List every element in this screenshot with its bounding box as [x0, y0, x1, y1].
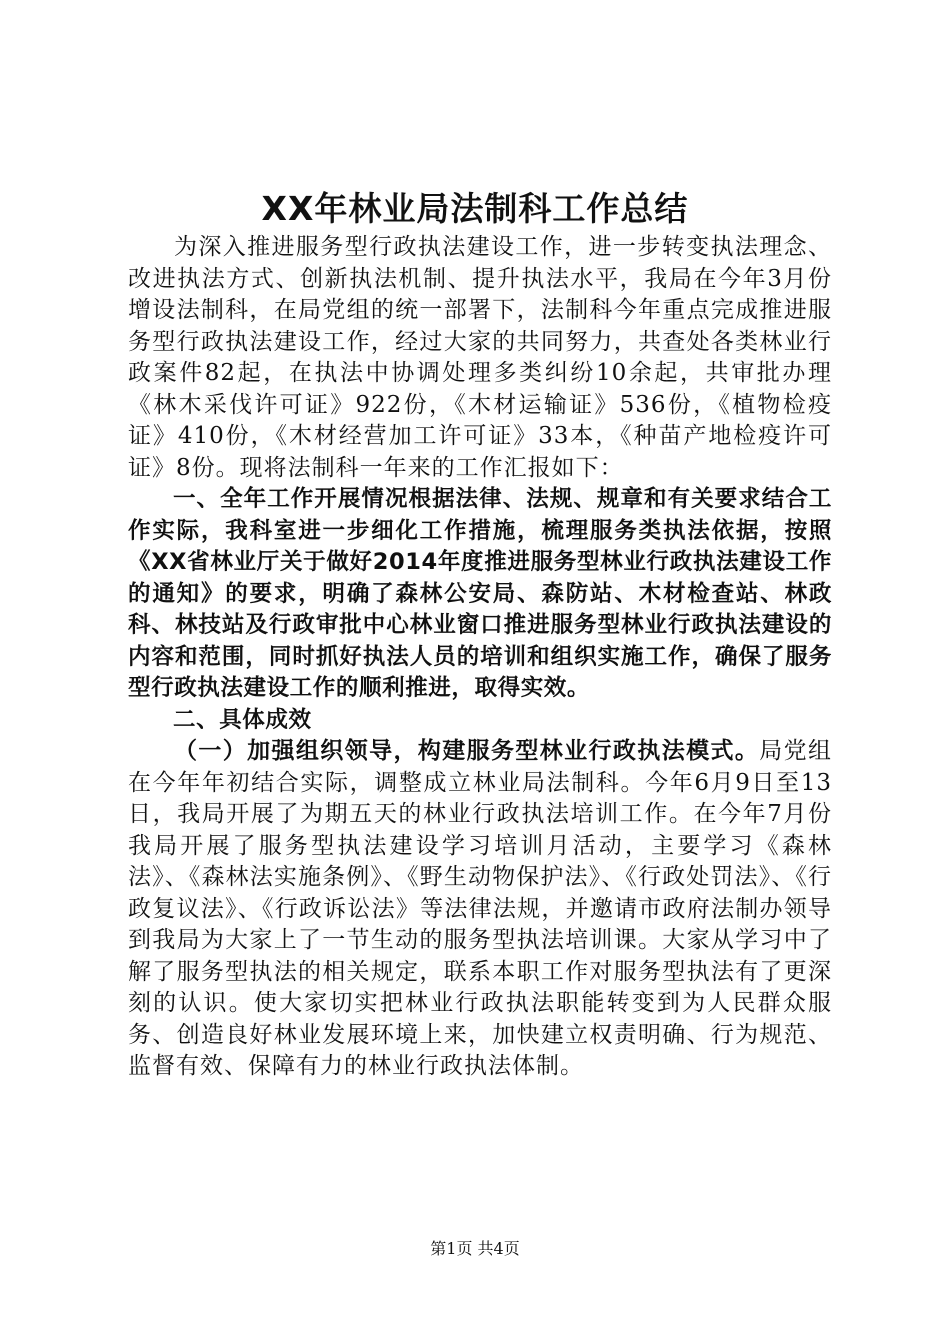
section-two-heading: 二、具体成效 — [173, 706, 312, 733]
section-one-paragraph: 一、全年工作开展情况根据法律、法规、规章和有关要求结合工作实际，我科室进一步细化工作措施，梳理服务类执法依据，按照《XX省林业厅关于做好2014年度推进服务型林业行政执法建设工作的通知》的要求，明确了森林公安局、森防站、木材检查站、林政科、林技站及行政审批中心林业窗口推进服务型林业行政执法建设的内容和范围，同时抓好执法人员的培训和组织实施工作，确保了服务型行政执法建设工作的顺利推进，取得实效。 — [128, 486, 832, 701]
page-total: 共4页 — [477, 1239, 520, 1258]
subsection-one-text: 局党组在今年年初结合实际，调整成立林业局法制科。今年6月9日至13日，我局开展了为期五天的林业行政执法培训工作。在今年7月份我局开展了服务型执法建设学习培训月活动，主要学习《森林法》、《森林法实施条例》、《野生动物保护法》、《行政处罚法》、《行政复议法》、《行政诉讼法》等法律法规，并邀请市政府法制办领导到我局为大家上了一节生动的服务型执法培训课。大家从学习中了解了服务型执法的相关规定，联系本职工作对服务型执法有了更深刻的认识。使大家切实把林业行政执法职能转变到为人民群众服务、创造良好林业发展环境上来，加快建立权责明确、行为规范、监督有效、保障有力的林业行政执法体制。 — [128, 738, 833, 1079]
page-number: 第1页 — [430, 1239, 473, 1258]
subsection-one-lead: （一）加强组织领导，构建服务型林业行政执法模式。 — [174, 738, 760, 764]
subsection-one-paragraph — [128, 736, 832, 1083]
document-body — [128, 232, 832, 1083]
document-title: XX年林业局法制科工作总结 — [261, 189, 689, 228]
intro-paragraph: 为深入推进服务型行政执法建设工作，进一步转变执法理念、改进执法方式、创新执法机制、提升执法水平，我局在今年3月份增设法制科，在局党组的统一部署下，法制科今年重点完成推进服务型行政执法建设工作，经过大家的共同努力，共查处各类林业行政案件82起，在执法中协调处理多类纠纷10余起，共审批办理《林木采伐许可证》922份，《木材运输证》536份，《植物检疫证》410份，《木材经营加工许可证》33本，《种苗产地检疫许可证》8份。现将法制科一年来的工作汇报如下： — [128, 234, 832, 481]
page-footer — [0, 1238, 950, 1260]
